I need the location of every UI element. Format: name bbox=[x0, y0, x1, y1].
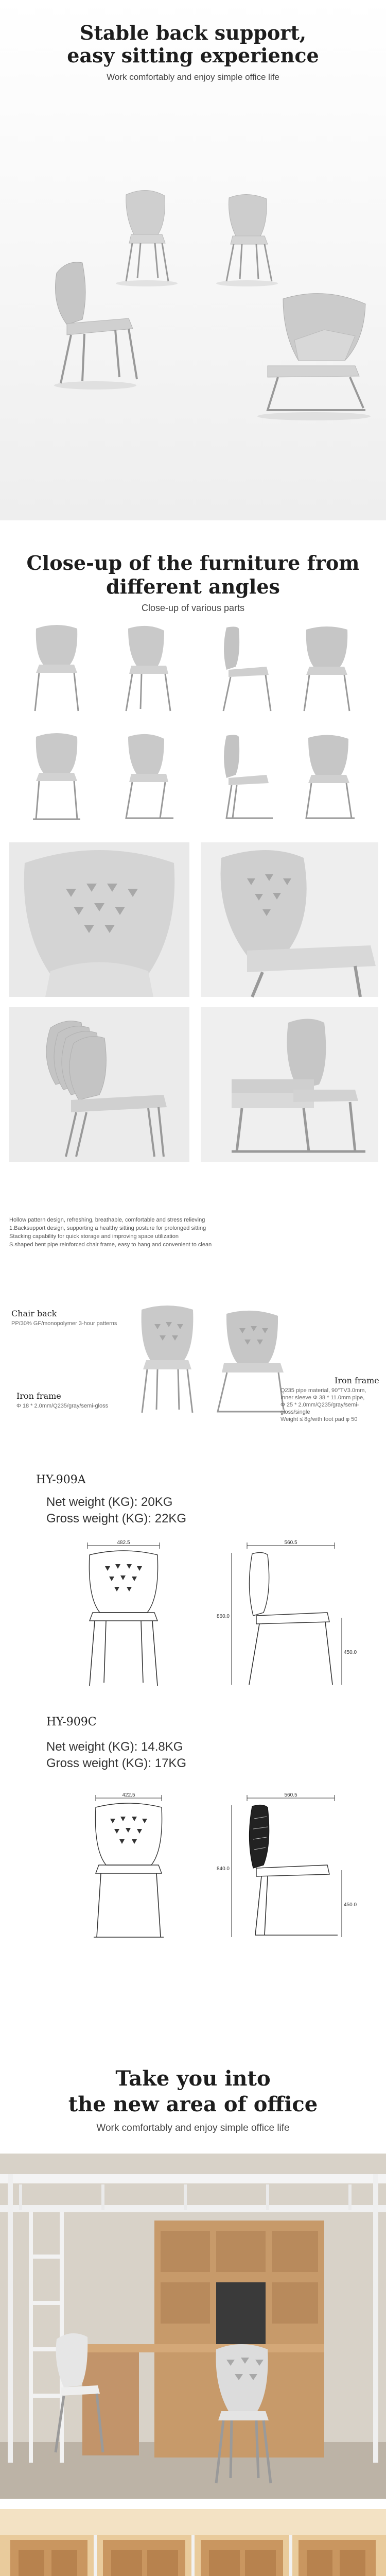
model-a-side-drawing bbox=[216, 1540, 357, 1690]
model-a-net-weight: Net weight (KG): 20KG bbox=[46, 1495, 173, 1509]
office-scene-loft bbox=[0, 2154, 386, 2499]
model-a-name: HY-909A bbox=[36, 1473, 86, 1486]
model-c-seat-height-label: 450.0 bbox=[344, 1902, 357, 1908]
chair-back-note: PP/30% GF/monopolymer 3-hour patterns bbox=[11, 1320, 117, 1327]
model-c-net-weight: Net weight (KG): 14.8KG bbox=[46, 1740, 183, 1754]
iron-frame-right-note: Φ 25 * 2.0mm/Q235/gray/semi-gloss/single bbox=[280, 1402, 359, 1415]
office-subtitle: Work comfortably and enjoy simple office life bbox=[96, 2123, 290, 2133]
hero-chair-4 bbox=[247, 289, 381, 422]
iron-frame-left-note: Φ 18 * 2.0mm/Q235/gray/semi-gloss bbox=[16, 1403, 109, 1409]
angle-view-front bbox=[21, 623, 93, 716]
angle-view-back bbox=[291, 623, 363, 716]
feature-list bbox=[9, 1216, 277, 1249]
model-a-gross-weight: Gross weight (KG): 22KG bbox=[46, 1512, 187, 1526]
feature-item: S.shaped bent pipe reinforced chair frame, easy to hang and convenient to clean bbox=[9, 1242, 212, 1248]
model-c-gross-weight: Gross weight (KG): 17KG bbox=[46, 1756, 187, 1770]
model-a-front-drawing bbox=[72, 1540, 175, 1690]
model-a-weights bbox=[46, 1494, 186, 1527]
iron-frame-left-label: Iron frame bbox=[16, 1391, 61, 1401]
angle-view-sled-back bbox=[291, 732, 363, 824]
office-title-line2: the new area of office bbox=[68, 2092, 318, 2116]
hero-chair-3 bbox=[46, 258, 144, 392]
feature-item: Stacking capability for quick storage and improving space utilization bbox=[9, 1233, 179, 1240]
feature-item: 1.Backsupport design, supporting a healthy sitting posture for prolonged sitting bbox=[9, 1225, 206, 1231]
angle-view-side bbox=[206, 623, 278, 716]
angle-view-sled-front bbox=[21, 732, 93, 824]
model-c-width-label: 422.5 bbox=[122, 1792, 135, 1798]
angles-title-line2: different angles bbox=[106, 575, 280, 598]
angles-title bbox=[0, 551, 386, 599]
model-c-side-drawing bbox=[216, 1792, 357, 1942]
angle-view-three-quarter bbox=[111, 623, 183, 716]
hero-title-line1: Stable back support, bbox=[79, 21, 307, 44]
angles-subtitle: Close-up of various parts bbox=[141, 603, 245, 613]
iron-frame-right-label: Iron frame bbox=[335, 1376, 379, 1385]
model-c-front-drawing bbox=[77, 1793, 180, 1942]
spec-chair-four-leg bbox=[129, 1303, 206, 1417]
hero-title-line2: easy sitting experience bbox=[67, 44, 319, 67]
model-c-weights bbox=[46, 1739, 186, 1772]
model-c-name: HY-909C bbox=[46, 1716, 97, 1728]
model-a-seat-height-label: 450.0 bbox=[344, 1650, 357, 1655]
iron-frame-right-note: Inner sleeve Φ 38 * 11.0mm pipe, bbox=[280, 1395, 365, 1401]
office-scene-dorm bbox=[0, 2509, 386, 2576]
closeup-stacked-chairs bbox=[9, 1007, 189, 1162]
office-title-line1: Take you into bbox=[115, 2066, 271, 2091]
closeup-back-front bbox=[9, 842, 189, 997]
office-title bbox=[0, 2066, 386, 2117]
feature-item: Hollow pattern design, refreshing, breathable, comfortable and stress relieving bbox=[9, 1217, 205, 1223]
chair-back-label: Chair back bbox=[11, 1309, 57, 1318]
model-a-width-label: 482.5 bbox=[117, 1540, 130, 1546]
iron-frame-right-note: Weight ≤ 8g/with foot pad φ 50 bbox=[280, 1416, 358, 1422]
closeup-back-side bbox=[201, 842, 378, 997]
hero-chair-2 bbox=[211, 191, 283, 289]
spec-chair-sled bbox=[203, 1309, 291, 1417]
model-c-height-label: 840.0 bbox=[216, 1866, 230, 1872]
model-a-depth-label: 560.5 bbox=[284, 1540, 297, 1546]
iron-frame-right-note: Q235 pipe material, 90°TV3.0mm, bbox=[280, 1387, 366, 1394]
hero-title bbox=[0, 22, 386, 67]
model-c-depth-label: 560.5 bbox=[284, 1792, 297, 1798]
model-a-height-label: 860.0 bbox=[216, 1614, 230, 1619]
iron-frame-right-notes bbox=[280, 1387, 383, 1423]
hero-section bbox=[0, 0, 386, 520]
angles-title-line1: Close-up of the furniture from bbox=[26, 551, 360, 574]
angle-view-sled-three-quarter bbox=[111, 732, 183, 824]
closeup-chair-with-desk bbox=[201, 1007, 378, 1162]
angle-view-sled-side bbox=[206, 732, 278, 824]
hero-subtitle: Work comfortably and enjoy simple office life bbox=[107, 72, 279, 82]
